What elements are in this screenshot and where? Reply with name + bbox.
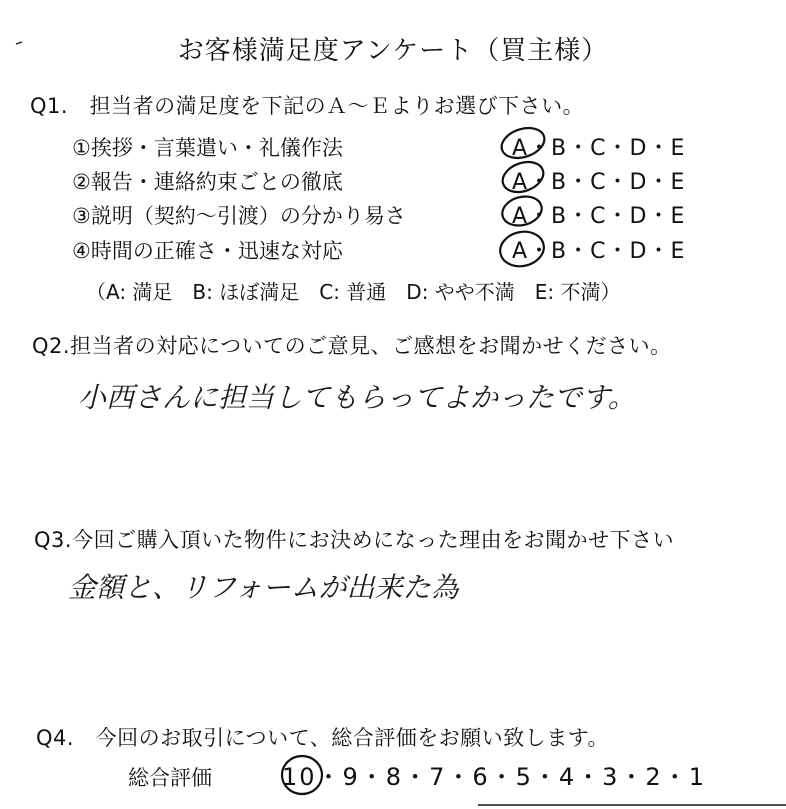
overall-score-label: 総合評価 (128, 766, 212, 790)
q2-handwritten-answer: 小西さんに担当してもらってよかったです。 (78, 381, 636, 414)
overall-score-options[interactable]: 10・9・8・7・6・5・4・3・2・1 (282, 763, 706, 791)
q1-grades-punctuality[interactable]: A・B・C・D・E (512, 239, 686, 264)
q1-item-explanation: ③説明（契約～引渡）の分かり易さ (72, 204, 406, 228)
q2-question: Q2.担当者の対応についてのご意見、ご感想をお聞かせください。 (32, 334, 672, 358)
q1-legend: （A: 満足 B: ほぼ満足 C: 普通 D: やや不満 E: 不満） (86, 280, 621, 304)
q3-handwritten-answer: 金額と、リフォームが出来た為 (68, 571, 459, 604)
q1-item-greeting: ①挨拶・言葉遣い・礼儀作法 (72, 136, 343, 160)
q1-grades-reporting[interactable]: A・B・C・D・E (512, 170, 686, 195)
q3-question: Q3.今回ご購入頂いた物件にお決めになった理由をお聞かせ下さい (34, 528, 675, 552)
q4-question: Q4. 今回のお取引について、総合評価をお願い致します。 (36, 726, 610, 750)
q1-grades-explanation[interactable]: A・B・C・D・E (512, 204, 686, 229)
survey-title: お客様満足度アンケート（買主様） (177, 36, 609, 66)
q1-item-punctuality: ④時間の正確さ・迅速な対応 (72, 239, 343, 263)
q1-grades-greeting[interactable]: A・B・C・D・E (512, 136, 686, 161)
q1-item-reporting: ②報告・連絡約束ごとの徹底 (72, 170, 343, 194)
q1-question: Q1. 担当者の満足度を下記のＡ～Ｅよりお選び下さい。 (30, 94, 585, 118)
